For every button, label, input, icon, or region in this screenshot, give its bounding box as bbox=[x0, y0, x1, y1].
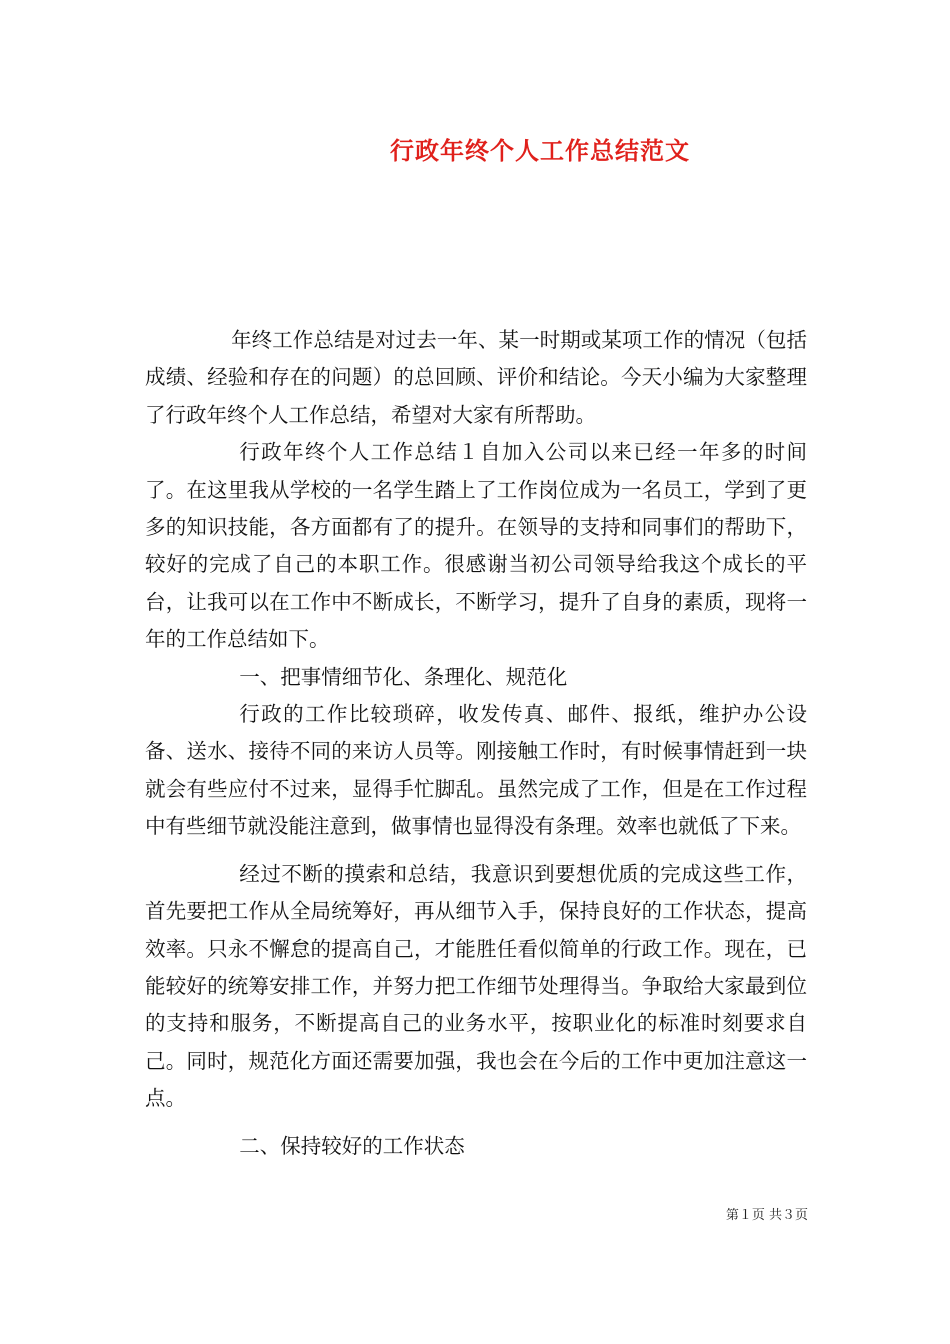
page-number-footer: 第１页 共３页 bbox=[725, 1208, 808, 1223]
body-paragraph: 行政年终个人工作总结１自加入公司以来已经一年多的时间了。在这里我从学校的一名学生踏上了工作岗位成为一名员工，学到了更多的知识技能，各方面都有了的提升。在领导的支持和同事们的帮助下，较好的完成了自己的本职工作。很感谢当初公司领导给我这个成长的平台，让我可以在工作中不断成长，不断学习，提升了自身的素质，现将一年的工作总结如下。 bbox=[145, 440, 807, 652]
document-body bbox=[145, 322, 807, 1165]
document-title: 行政年终个人工作总结范文 bbox=[390, 136, 690, 165]
intro-paragraph: 年终工作总结是对过去一年、某一时期或某项工作的情况（包括成绩、经验和存在的问题）的总回顾、评价和结论。今天小编为大家整理了行政年终个人工作总结，希望对大家有所帮助。 bbox=[145, 328, 807, 427]
section-heading: 一、把事情细节化、条理化、规范化 bbox=[239, 664, 568, 689]
body-paragraph: 经过不断的摸索和总结，我意识到要想优质的完成这些工作，首先要把工作从全局统筹好，再从细节入手，保持良好的工作状态，提高效率。只永不懈怠的提高自己，才能胜任看似简单的行政工作。现在，已能较好的统筹安排工作，并努力把工作细节处理得当。争取给大家最到位的支持和服务，不断提高自己的业务水平，按职业化的标准时刻要求自己。同时，规范化方面还需要加强，我也会在今后的工作中更加注意这一点。 bbox=[145, 861, 807, 1111]
body-paragraph: 行政的工作比较琐碎，收发传真、邮件、报纸，维护办公设备、送水、接待不同的来访人员等。刚接触工作时，有时候事情赶到一块就会有些应付不过来，显得手忙脚乱。虽然完成了工作，但是在工作过程中有些细节就没能注意到，做事情也显得没有条理。效率也就低了下来。 bbox=[145, 702, 807, 839]
section-heading: 二、保持较好的工作状态 bbox=[239, 1133, 465, 1158]
